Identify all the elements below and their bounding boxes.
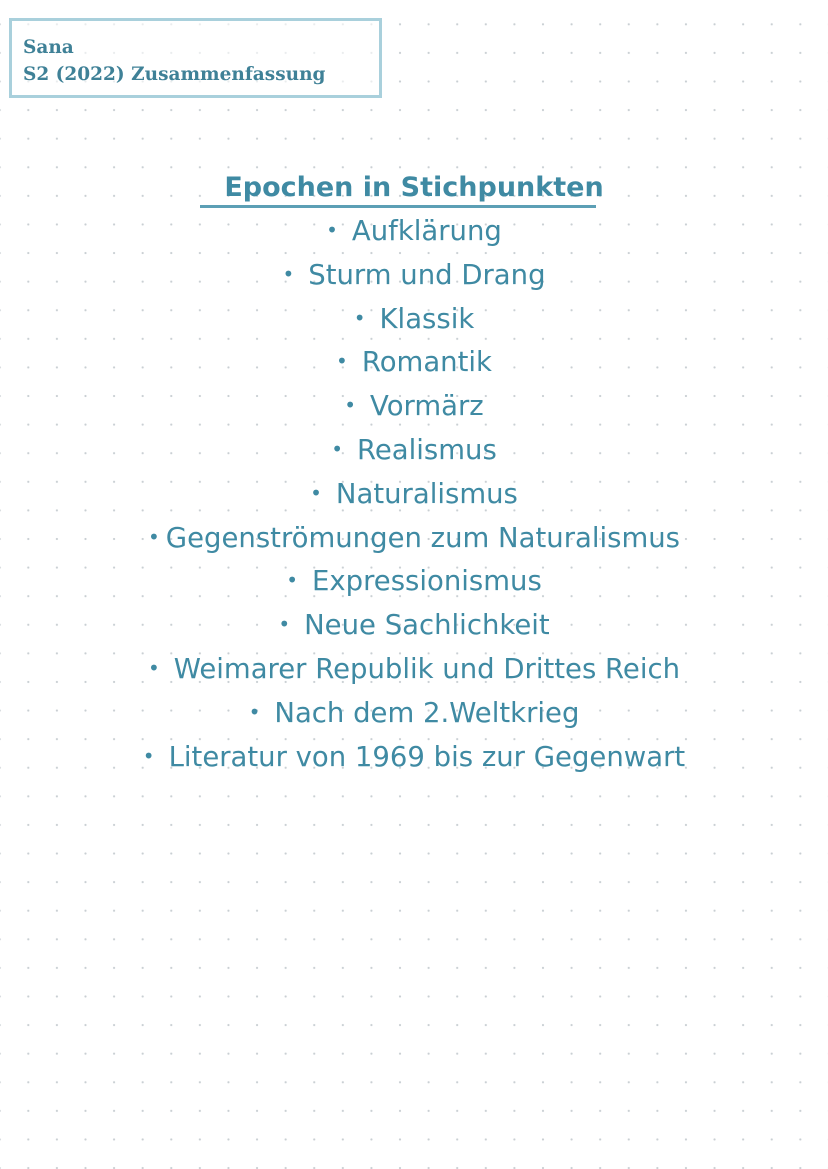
page-title: Epochen in Stichpunkten [224,172,604,203]
document-subtitle: S2 (2022) Zusammenfassung [23,64,326,85]
list-item-label: Aufklärung [351,215,502,247]
list-item [0,341,828,385]
list-item-label: Gegenströmungen zum Naturalismus [165,521,680,554]
list-item-label: Weimarer Republik und Drittes Reich [173,652,681,685]
bullet-icon: • [331,436,343,461]
author-name: Sana [23,37,74,58]
bullet-icon: • [147,655,160,680]
header-box [9,18,382,98]
list-item-label: Neue Sachlichkeit [304,609,550,642]
list-item-label: Literatur von 1969 bis zur Gegenwart [168,740,686,773]
list-item-label: Sturm und Drang [308,258,546,291]
bullet-icon: • [344,393,357,418]
list-item-label: Expressionismus [312,565,542,598]
list-item [0,648,828,692]
list-item [0,560,828,604]
list-item-label: Vormärz [370,390,484,423]
bullet-icon: • [286,568,298,593]
list-item-label: Romantik [361,346,492,379]
list-item [0,517,828,561]
bullet-icon: • [142,743,155,768]
list-item [0,385,828,429]
title-underline [200,205,596,208]
list-item [0,736,828,780]
list-item [0,692,828,736]
bullet-icon: • [148,524,160,549]
bullet-icon: • [282,261,295,286]
list-item [0,604,828,648]
list-item [0,429,828,473]
list-item [0,473,828,517]
list-item-label: Realismus [357,433,497,466]
bullet-icon: • [326,218,338,242]
list-item [0,298,828,342]
list-item-label: Klassik [379,302,475,335]
list-item [0,210,828,254]
bullet-icon: • [278,612,291,637]
list-item-label: Nach dem 2.Weltkrieg [274,696,580,729]
epoch-list [0,210,828,779]
bullet-icon: • [310,480,322,505]
list-item [0,254,828,298]
bullet-icon: • [353,305,366,330]
bullet-icon: • [248,699,261,724]
list-item-label: Naturalismus [335,477,518,510]
bullet-icon: • [336,349,348,374]
